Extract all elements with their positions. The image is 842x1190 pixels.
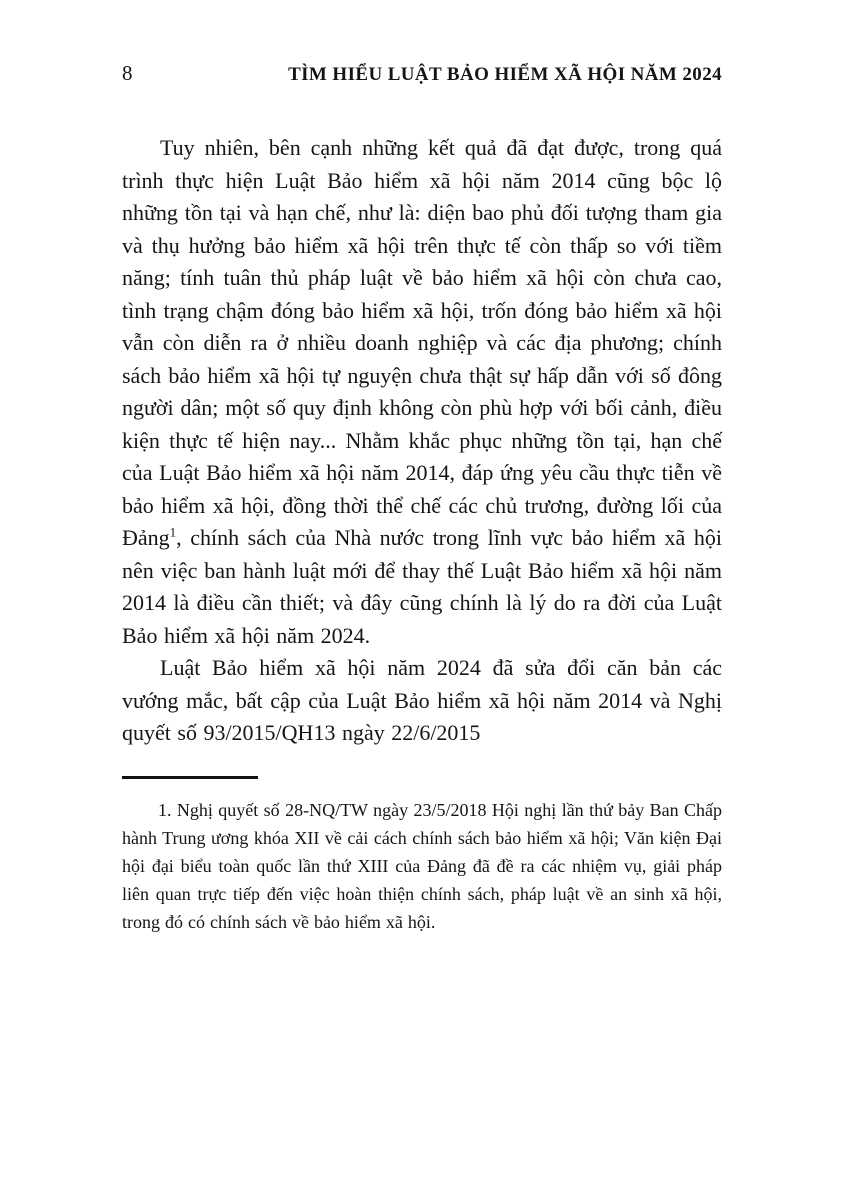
- running-header: [122, 60, 722, 88]
- running-header-title: TÌM HIỂU LUẬT BẢO HIỂM XÃ HỘI NĂM 2024: [288, 64, 722, 85]
- footnote-separator-rule: [122, 776, 258, 779]
- body-paragraph-1: [122, 132, 722, 652]
- footnote-text: 1. Nghị quyết số 28-NQ/TW ngày 23/5/2018 Hội nghị lần thứ bảy Ban Chấp hành Trung ương khóa XII về cải cách chính sách bảo hiểm xã hội; Văn kiện Đại hội đại biểu toàn quốc lần thứ XIII của Đảng đã đề ra các nhiệm vụ, giải pháp liên quan trực tiếp đến việc hoàn thiện chính sách, pháp luật về an sinh xã hội, trong đó có chính sách về bảo hiểm xã hội.: [122, 799, 722, 932]
- paragraph-1-text: Tuy nhiên, bên cạnh những kết quả đã đạt được, trong quá trình thực hiện Luật Bảo hiểm xã hội năm 2014 cũng bộc lộ những tồn tại và hạn chế, như là: diện bao phủ đối tượng tham gia và thụ hưởng bảo hiểm xã hội trên thực tế còn thấp so với tiềm năng; tính tuân thủ pháp luật về bảo hiểm xã hội còn chưa cao, tình trạng chậm đóng bảo hiểm xã hội, trốn đóng bảo hiểm xã hội vẫn còn diễn ra ở nhiều doanh nghiệp và các địa phương; chính sách bảo hiểm xã hội tự nguyện chưa thật sự hấp dẫn với số đông người dân; một số quy định không còn phù hợp với bối cảnh, điều kiện thực tế hiện nay... Nhằm khắc phục những tồn tại, hạn chế của Luật Bảo hiểm xã hội năm 2014, đáp ứng yêu cầu thực tiễn về bảo hiểm xã hội, đồng thời thể chế các chủ trương, đường lối của Đảng: [122, 135, 722, 550]
- footnote-reference-marker: 1: [169, 524, 177, 540]
- page-number: 8: [122, 61, 133, 85]
- body-paragraph-2: Luật Bảo hiểm xã hội năm 2024 đã sửa đổi căn bản các vướng mắc, bất cập của Luật Bảo hiểm xã hội năm 2014 và Nghị quyết số 93/2015/QH13 ngày 22/6/2015: [122, 655, 722, 745]
- body-text: [122, 132, 722, 750]
- paragraph-1-continuation: , chính sách của Nhà nước trong lĩnh vực bảo hiểm xã hội nên việc ban hành luật mới để thay thế Luật Bảo hiểm xã hội năm 2014 là điều cần thiết; và đây cũng chính là lý do ra đời của Luật Bảo hiểm xã hội năm 2024.: [122, 525, 722, 648]
